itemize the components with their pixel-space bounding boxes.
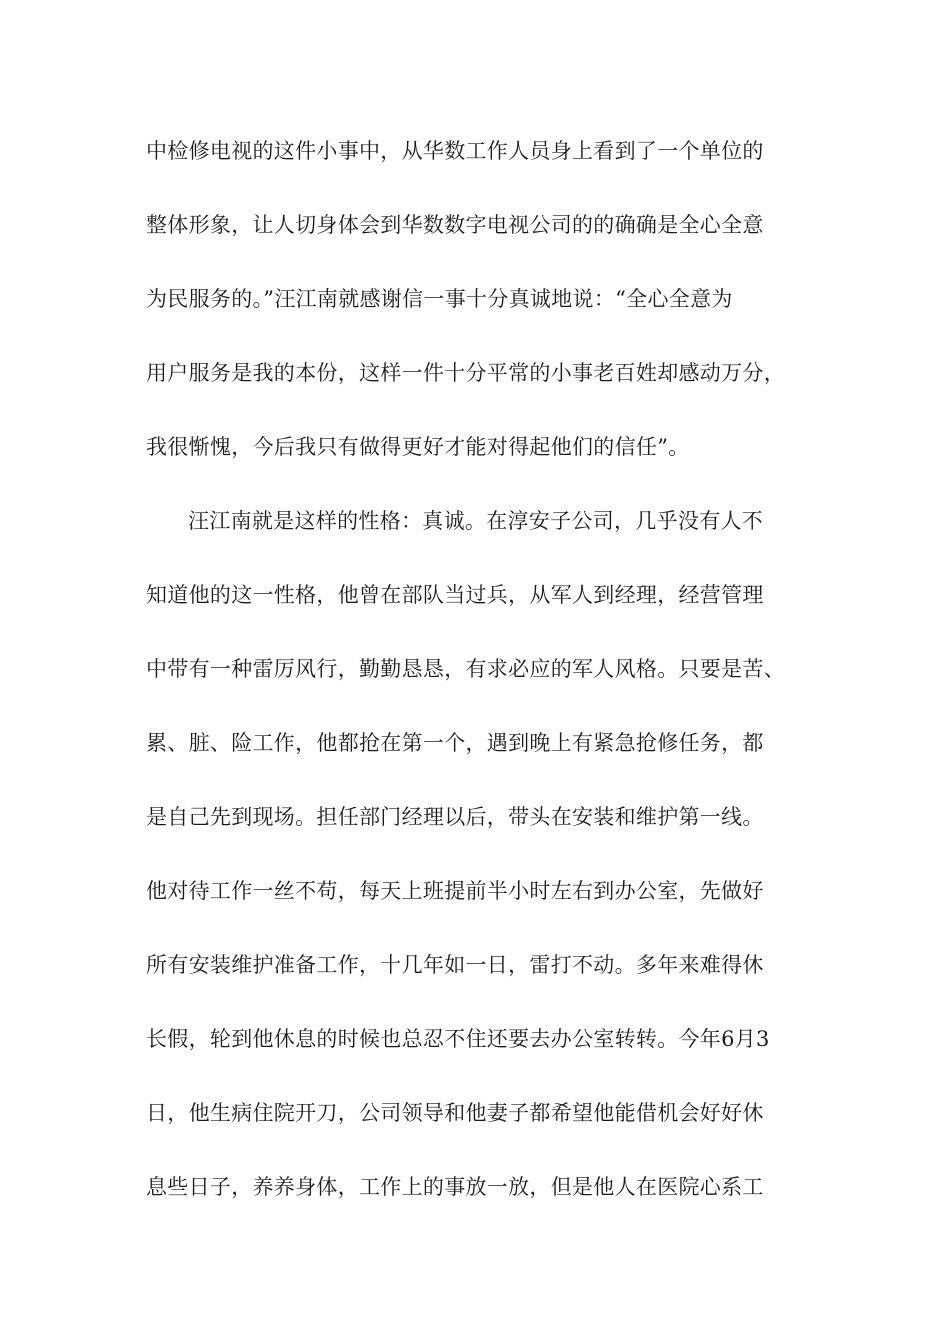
text-line: 用户服务是我的本份，这样一件十分平常的小事老百姓却感动万分， (146, 361, 785, 385)
text-line: 长假，轮到他休息的时候也总忍不住还要去办公室转转。今年6月3 (146, 1027, 770, 1051)
text-line: 是自己先到现场。担任部门经理以后，带头在安装和维护第一线。 (146, 805, 764, 829)
text-line: 息些日子，养养身体，工作上的事放一放，但是他人在医院心系工 (146, 1175, 764, 1199)
text-line: 中带有一种雷厉风行，勤勤恳恳，有求必应的军人风格。只要是苦、 (146, 657, 785, 681)
text-line: 所有安装维护准备工作，十几年如一日，雷打不动。多年来难得休 (146, 953, 764, 977)
text-line: 中检修电视的这件小事中，从华数工作人员身上看到了一个单位的 (146, 139, 764, 163)
text-line: 知道他的这一性格，他曾在部队当过兵，从军人到经理，经营管理 (146, 583, 764, 607)
text-line: 为民服务的。”汪江南就感谢信一事十分真诚地说：“全心全意为 (146, 287, 733, 311)
text-line: 累、脏、险工作，他都抢在第一个，遇到晚上有紧急抢修任务，都 (146, 731, 764, 755)
text-line: 日，他生病住院开刀，公司领导和他妻子都希望他能借机会好好休 (146, 1101, 764, 1125)
text-line: 他对待工作一丝不苟，每天上班提前半小时左右到办公室，先做好 (146, 879, 764, 903)
paragraph-start-line: 汪江南就是这样的性格：真诚。在淳安子公司，几乎没有人不 (188, 509, 764, 533)
text-line: 整体形象，让人切身体会到华数数字电视公司的的确确是全心全意 (146, 213, 764, 237)
body-text (146, 131, 816, 1241)
text-line: 我很惭愧，今后我只有做得更好才能对得起他们的信任”。 (146, 435, 690, 459)
